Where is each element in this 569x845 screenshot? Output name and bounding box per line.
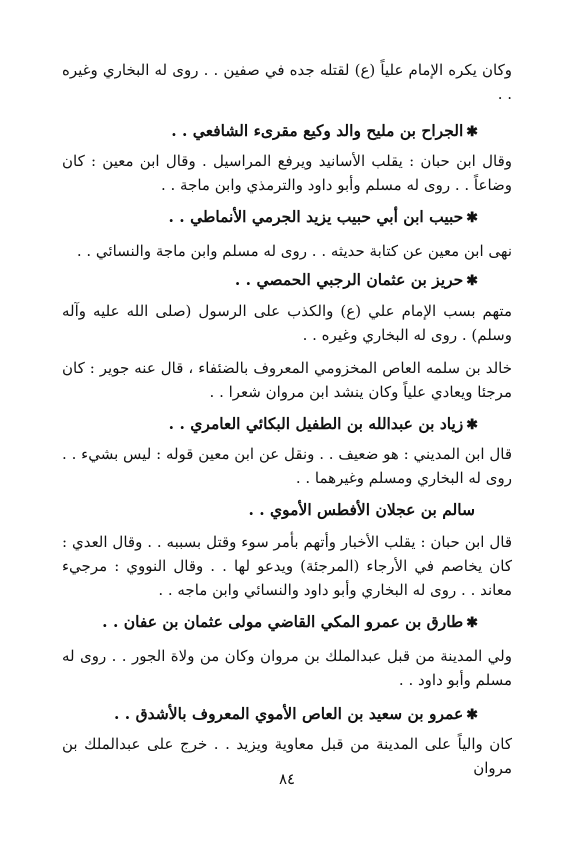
star-bullet-icon: ✱ [466,210,478,226]
paragraph: قال ابن حبان : يقلب الأخبار وأتهم بأمر سوء وقتل بسببه . . وقال العدي : كان يخاصم في الأرجاء (المرجئة) ويدعو لها . . وقال النووي : مرجيء معاند . . روى له البخاري وأبو داود والنسائي وابن ماجه . . [62,533,512,599]
star-bullet-icon: ✱ [466,417,478,433]
entry-heading [62,412,512,437]
paragraph: وكان يكره الإمام علياً (ع) لقتله جده في صفين . . روى له البخاري وغيره . . [62,61,512,103]
entry-heading [62,610,512,635]
heading-text: سالم بن عجلان الأفطس الأموي . . [248,500,475,519]
paragraph: كان والياً على المدينة من قبل معاوية ويزيد . . خرج على عبدالملك بن مروان [62,735,512,777]
star-bullet-icon: ✱ [466,707,478,723]
heading-text: الجراح بن مليح والد وكيع مقرىء الشافعي . . [171,121,464,140]
page-number: ٨٤ [278,770,296,788]
entry-heading [62,498,512,522]
heading-text: حبيب ابن أبي حبيب يزيد الجرمي الأنماطي . . [168,207,464,226]
paragraph: متهم بسب الإمام علي (ع) والكذب على الرسول (صلى الله عليه وآله وسلم) . روى له البخاري وغيره . . [62,302,512,344]
entry-heading [62,119,512,144]
heading-text: طارق بن عمرو المكي القاضي مولى عثمان بن عفان . . [102,612,464,631]
document-page [62,0,512,845]
paragraph: قال ابن المديني : هو ضعيف . . ونقل عن ابن معين قوله : ليس بشيء . . روى له البخاري ومسلم وغيرهما . . [62,445,512,487]
entry-heading [62,268,512,293]
heading-text: زياد بن عبدالله بن الطفيل البكائي العامري . . [168,414,464,433]
heading-text: حريز بن عثمان الرجبي الحمصي . . [234,270,464,289]
heading-text: عمرو بن سعيد بن العاص الأموي المعروف بالأشدق . . [114,704,464,723]
star-bullet-icon: ✱ [466,615,478,631]
paragraph: وقال ابن حبان : يقلب الأسانيد ويرفع المراسيل . وقال ابن معين : كان وضاعاً . . روى له مسلم وأبو داود والترمذي وابن ماجة . . [62,152,512,194]
star-bullet-icon: ✱ [466,273,478,289]
paragraph: خالد بن سلمه العاص المخزومي المعروف بالضئفاء ، قال عنه جوير : كان مرجئا ويعادي علياً وكان ينشد ابن مروان شعرا . . [62,359,512,401]
star-bullet-icon: ✱ [466,124,478,140]
paragraph: ولي المدينة من قبل عبدالملك بن مروان وكان من ولاة الجور . . روى له مسلم وأبو داود . . [62,647,512,689]
entry-heading [62,702,512,727]
paragraph: نهى ابن معين عن كتابة حديثه . . روى له مسلم وابن ماجة والنسائي . . [76,242,512,260]
entry-heading [62,205,512,230]
